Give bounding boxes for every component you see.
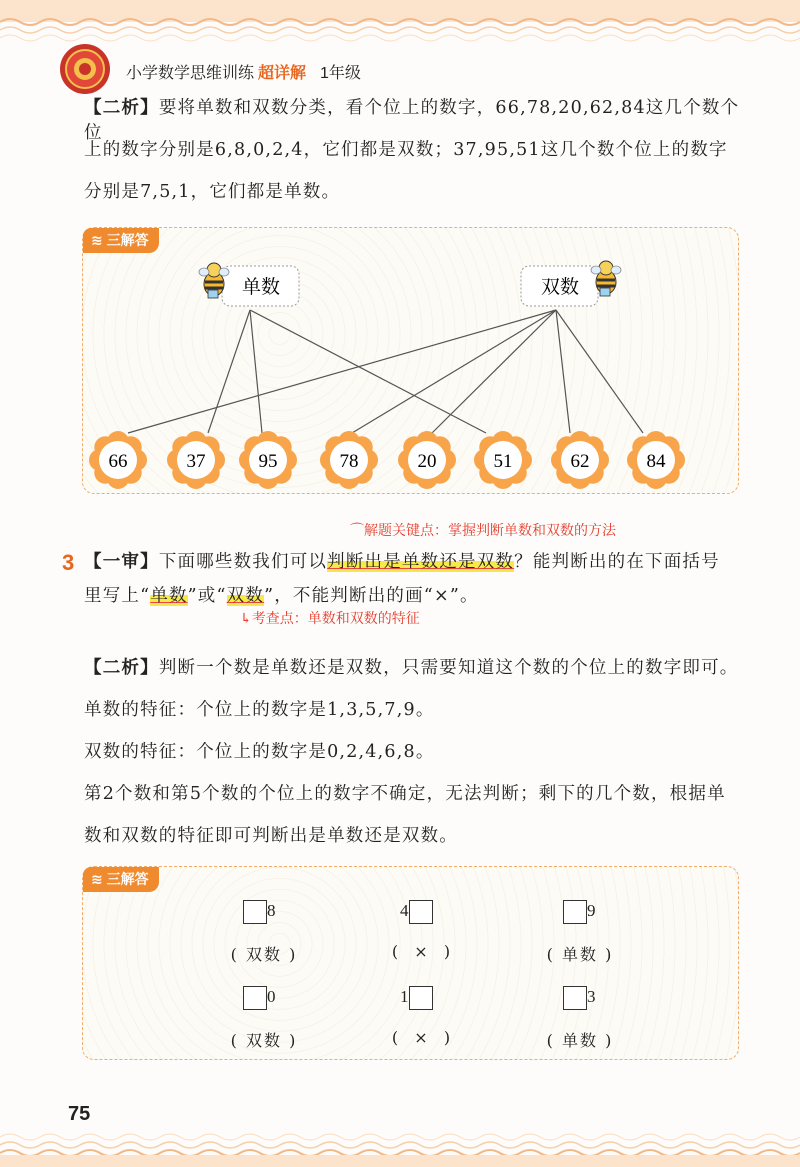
number-flower-66 xyxy=(89,431,147,489)
blank-digit: 0 xyxy=(267,986,276,1006)
blank-digit: 9 xyxy=(587,900,596,920)
key-point-note: ⌒解题关键点：掌握判断单数和双数的方法 xyxy=(350,523,616,539)
flower-number: 84 xyxy=(646,451,666,472)
analysis3-line-1 xyxy=(84,654,754,679)
blank-square[interactable] xyxy=(243,986,267,1010)
blank-digit: 1 xyxy=(400,986,409,1006)
question-number: 3 xyxy=(62,550,75,575)
analysis-line-3: 分别是7,5,1，它们都是单数。 xyxy=(84,182,341,202)
blank-item-r1c2 xyxy=(400,900,433,924)
number-flower-20 xyxy=(398,431,456,489)
exam-point-note: ↳考查点：单数和双数的特征 xyxy=(240,611,420,627)
answer-text: 单数 xyxy=(561,945,598,964)
analysis-text-1: 要将单数和双数分类，看个位上的数字，66,78,20,62,84这几个数个位 xyxy=(84,98,740,143)
analysis3-line-5: 数和双数的特征即可判断出是单数还是双数。 xyxy=(84,826,458,846)
even-label: 双数 xyxy=(540,276,580,298)
analysis3-line-3: 双数的特征：个位上的数字是0,2,4,6,8。 xyxy=(84,742,435,762)
bottom-wave-band xyxy=(0,1127,800,1167)
flower-number: 51 xyxy=(493,451,513,472)
answer-badge-2-text: 三解答 xyxy=(106,871,149,887)
answer-badge: ≋ 三解答 xyxy=(83,228,159,253)
answer-text: 双数 xyxy=(245,945,282,964)
line-even-78 xyxy=(352,310,556,433)
number-flower-84 xyxy=(627,431,685,489)
answer-text: × xyxy=(414,1028,430,1047)
number-flower-37 xyxy=(167,431,225,489)
blank-item-r2c3 xyxy=(563,986,596,1010)
line-odd-95 xyxy=(250,310,262,433)
blank-digit: 8 xyxy=(267,900,276,920)
question3-even-word: 双数 xyxy=(226,586,265,606)
flower-number: 62 xyxy=(570,451,590,472)
number-flower-62 xyxy=(551,431,609,489)
blank-square[interactable] xyxy=(409,986,433,1010)
question3-odd-word: 单数 xyxy=(150,586,188,606)
answer-paren-r1c2: ( × ) xyxy=(391,942,453,961)
number-flowers xyxy=(89,431,685,489)
question3-line2-pre: 里写上“ xyxy=(84,586,151,606)
answer-badge-2: ≋ 三解答 xyxy=(83,867,159,892)
book-title-highlight: 超详解 xyxy=(258,65,307,82)
blank-digit: 4 xyxy=(400,900,409,920)
blank-square[interactable] xyxy=(243,900,267,924)
analysis-tag: 【二析】 xyxy=(84,97,159,117)
line-odd-37 xyxy=(208,310,250,433)
question3-tag: 【一审】 xyxy=(84,551,159,571)
question3-line-2 xyxy=(84,582,754,607)
number-flower-51 xyxy=(474,431,532,489)
book-title: 小学数学思维训练 xyxy=(126,65,255,82)
line-even-84 xyxy=(556,310,643,433)
answer-paren-r2c2: ( × ) xyxy=(391,1028,453,1047)
question3-text-marked: 判断出是单数还是双数 xyxy=(327,552,515,572)
blank-square[interactable] xyxy=(409,900,433,924)
number-flower-78 xyxy=(320,431,378,489)
flower-number: 95 xyxy=(258,451,278,472)
question3-line-1 xyxy=(84,548,754,573)
answer-paren-r1c1: ( 双数 ) xyxy=(230,945,298,964)
answer-badge-text: 三解答 xyxy=(106,232,149,248)
blank-square[interactable] xyxy=(563,986,587,1010)
exam-point-text: 考查点：单数和双数的特征 xyxy=(251,611,420,627)
analysis3-tag: 【二析】 xyxy=(84,657,159,677)
flower-number: 78 xyxy=(339,451,359,472)
odd-label: 单数 xyxy=(241,276,281,298)
question3-line2-post: ”，不能判断出的画“×”。 xyxy=(264,586,479,606)
analysis3-line-2: 单数的特征：个位上的数字是1,3,5,7,9。 xyxy=(84,700,435,720)
blank-item-r2c2 xyxy=(400,986,433,1010)
classification-diagram xyxy=(0,0,800,520)
key-point-text: 解题关键点：掌握判断单数和双数的方法 xyxy=(364,523,616,539)
blank-digit: 3 xyxy=(587,986,596,1006)
answer-paren-r1c3: ( 单数 ) xyxy=(546,945,614,964)
analysis-line-2: 上的数字分别是6,8,0,2,4，它们都是双数；37,95,51这几个数个位上的数字 xyxy=(84,140,728,160)
question3-text-pre: 下面哪些数我们可以 xyxy=(158,552,328,572)
blank-item-r1c3 xyxy=(563,900,596,924)
question3-line2-mid: ”或“ xyxy=(187,586,227,606)
diagram-lines xyxy=(128,310,643,433)
page-number: 75 xyxy=(68,1103,91,1125)
line-even-62 xyxy=(556,310,570,433)
grade-label: 1年级 xyxy=(320,65,361,82)
answer-text: × xyxy=(414,942,430,961)
line-even-66 xyxy=(128,310,556,433)
analysis3-line-4: 第2个数和第5个数的个位上的数字不确定，无法判断；剩下的几个数，根据单 xyxy=(84,784,726,804)
answer-paren-r2c3: ( 单数 ) xyxy=(546,1031,614,1050)
line-even-20 xyxy=(432,310,556,433)
blank-item-r2c1 xyxy=(243,986,276,1010)
flower-number: 20 xyxy=(417,451,437,472)
answer-text: 单数 xyxy=(561,1031,598,1050)
blank-square[interactable] xyxy=(563,900,587,924)
question3-text-post: ？能判断出的在下面括号 xyxy=(514,552,720,572)
flower-number: 37 xyxy=(186,451,206,472)
flower-number: 66 xyxy=(108,451,128,472)
answer-text: 双数 xyxy=(245,1031,282,1050)
number-flower-95 xyxy=(239,431,297,489)
answer-paren-r2c1: ( 双数 ) xyxy=(230,1031,298,1050)
blank-item-r1c1 xyxy=(243,900,276,924)
analysis3-text-1: 判断一个数是单数还是双数，只需要知道这个数的个位上的数字即可。 xyxy=(158,658,739,678)
